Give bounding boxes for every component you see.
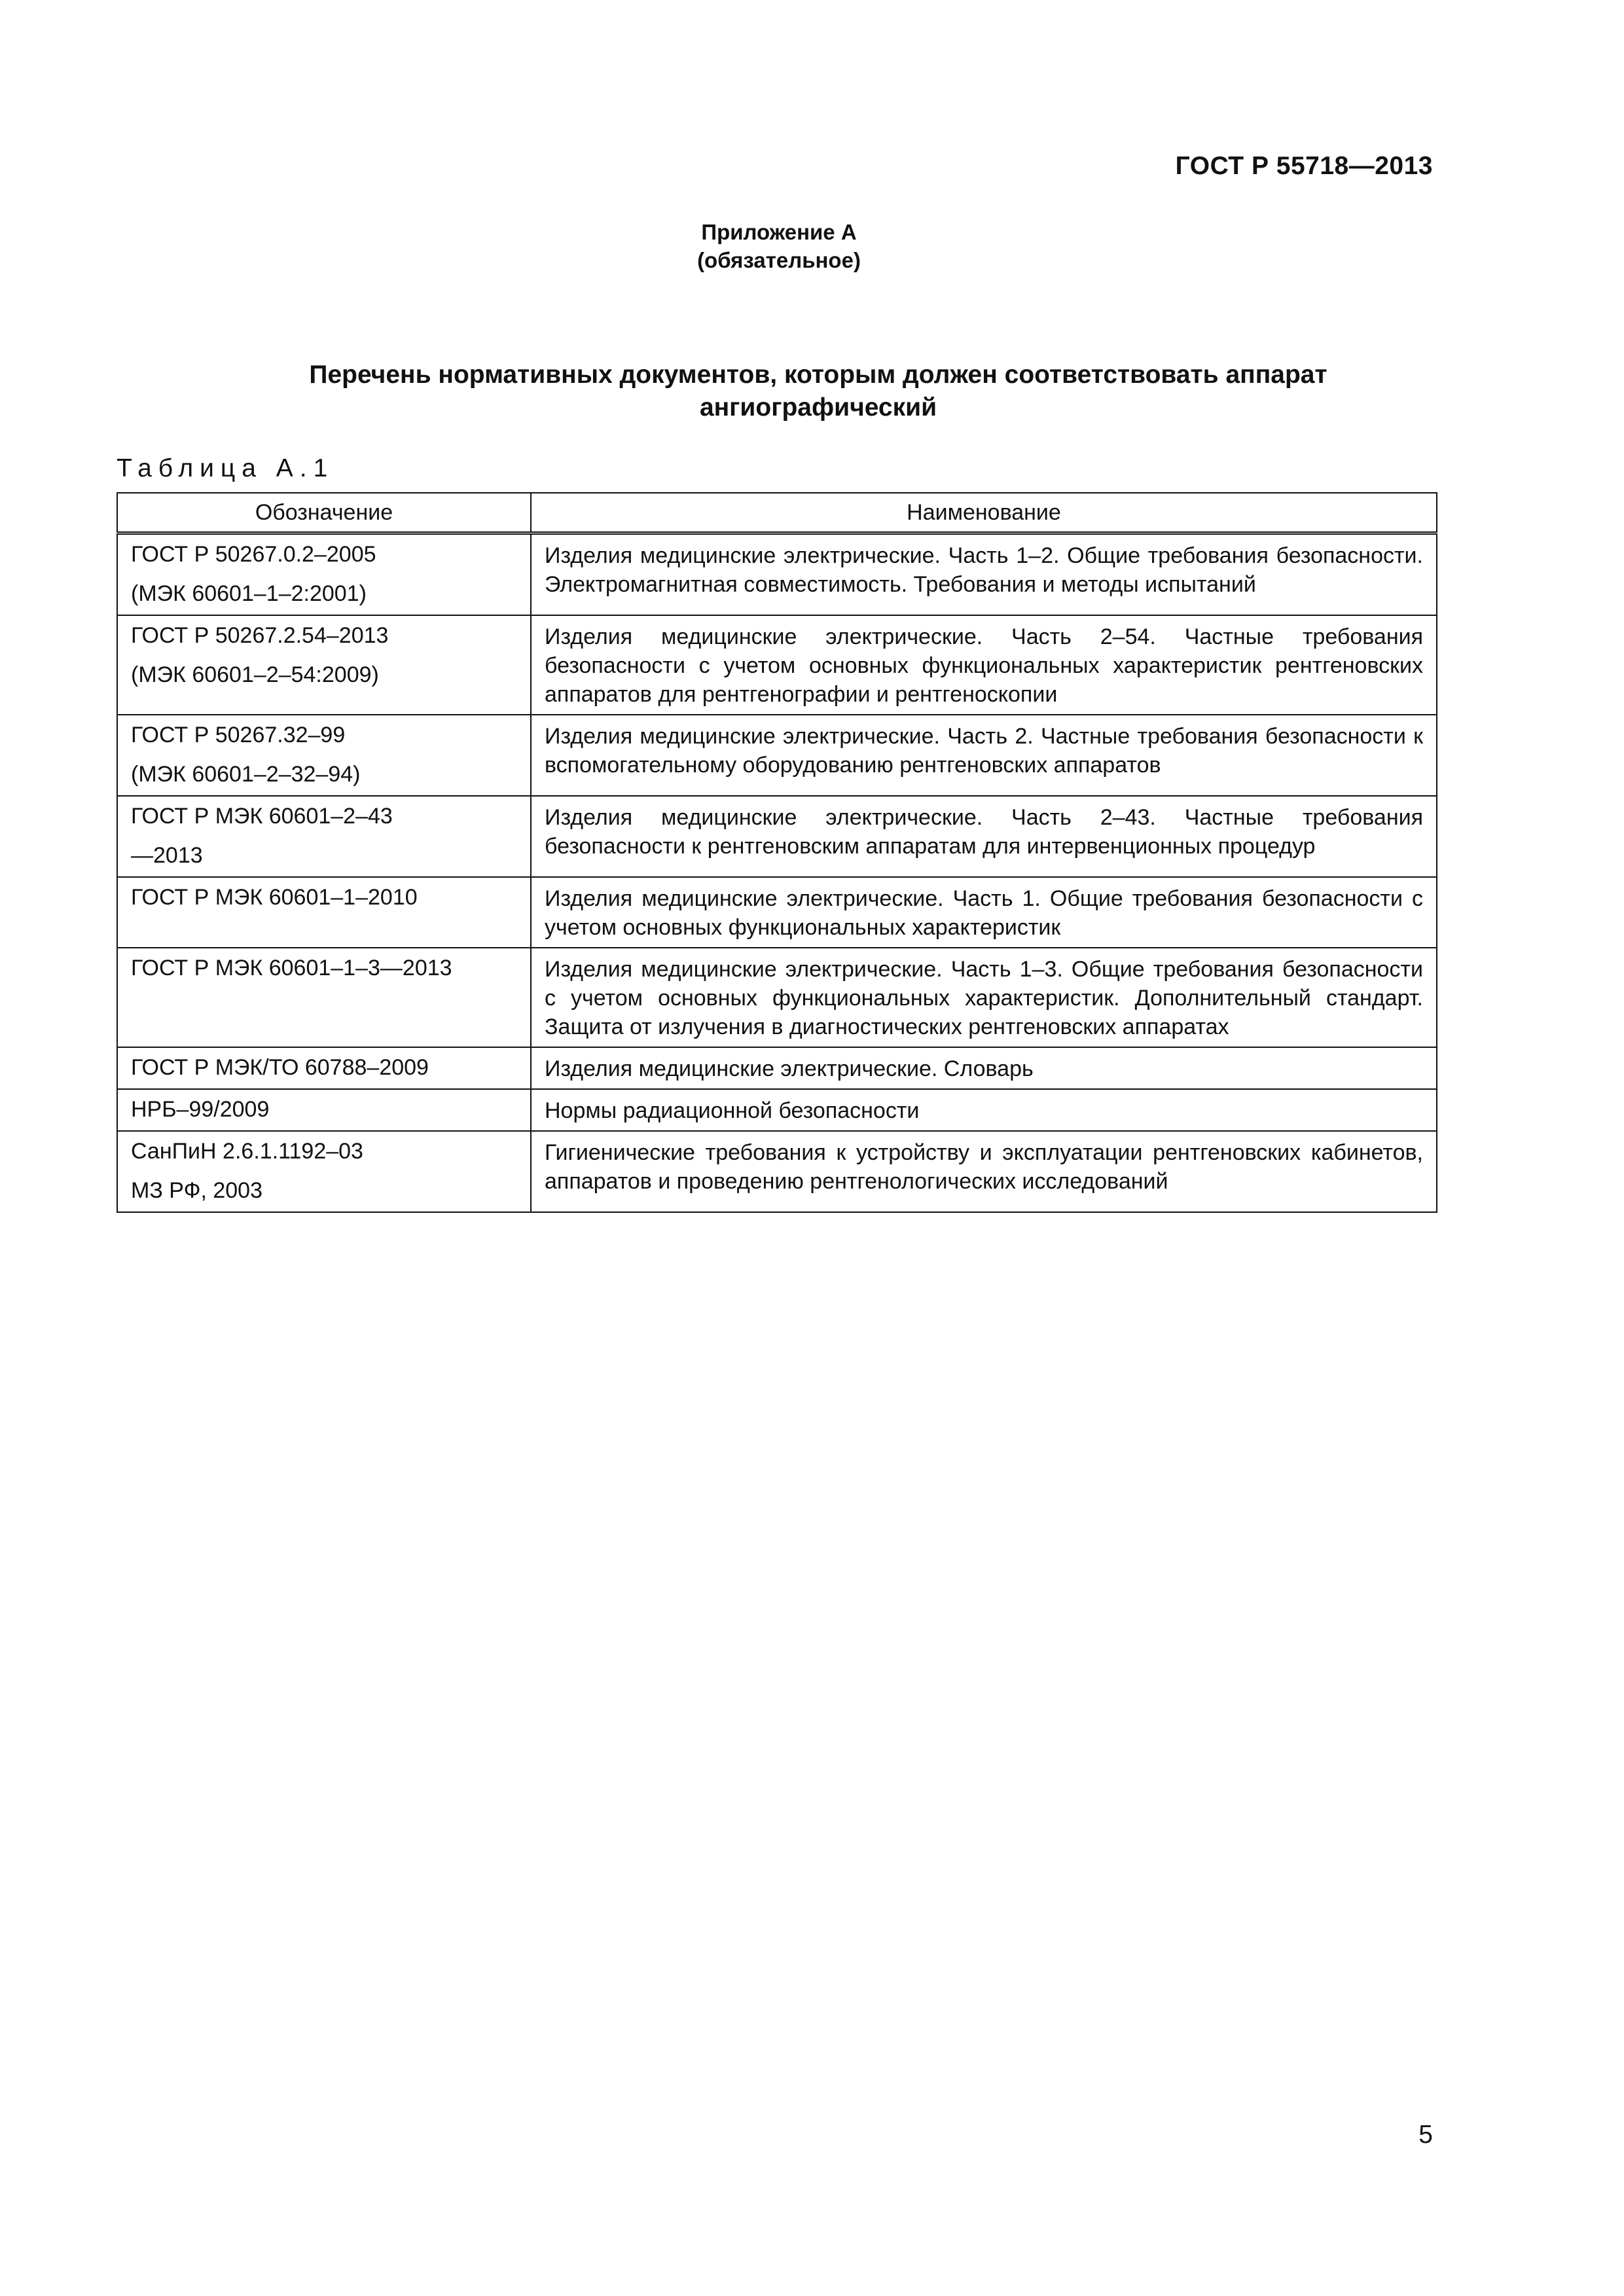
annex-status: (обязательное): [697, 248, 861, 272]
designation-line: ГОСТ Р МЭК/ТО 60788–2009: [131, 1055, 429, 1080]
designation-cell: [117, 948, 531, 1047]
designation-line: ГОСТ Р МЭК 60601–1–2010: [131, 885, 418, 910]
designation-line: ГОСТ Р 50267.32–99: [131, 723, 346, 747]
table-row: [117, 877, 1437, 948]
column-header-designation: Обозначение: [117, 493, 531, 533]
name-cell: Изделия медицинские электрические. Часть 2. Частные требования безопасности к вспомогательному оборудованию рентгеновских аппаратов: [531, 715, 1437, 796]
name-cell: Изделия медицинские электрические. Часть 1–2. Общие требования безопасности. Электромагнитная совместимость. Требования и методы испытаний: [531, 533, 1437, 616]
designation-cell: [117, 533, 531, 616]
name-cell: Изделия медицинские электрические. Часть 1. Общие требования безопасности с учетом основных функциональных характеристик: [531, 877, 1437, 948]
designation-line: СанПиН 2.6.1.1192–03: [131, 1139, 363, 1164]
table-row: [117, 948, 1437, 1047]
page-number: 5: [1418, 2121, 1433, 2149]
designation-line: —2013: [131, 843, 203, 868]
name-cell: Изделия медицинские электрические. Часть 1–3. Общие требования безопасности с учетом основных функциональных характеристик. Дополнительный стандарт. Защита от излучения в диагностических рентгеновских аппаратах: [531, 948, 1437, 1047]
designation-line: (МЭК 60601–2–54:2009): [131, 662, 379, 687]
designation-line: НРБ–99/2009: [131, 1097, 270, 1122]
column-header-name: Наименование: [531, 493, 1437, 533]
designation-line: ГОСТ Р МЭК 60601–1–3—2013: [131, 956, 452, 980]
table-row: [117, 1047, 1437, 1089]
name-cell: Гигиенические требования к устройству и эксплуатации рентгеновских кабинетов, аппаратов и проведению рентгенологических исследований: [531, 1131, 1437, 1212]
table-label: Таблица А.1: [117, 454, 334, 482]
name-cell: Изделия медицинские электрические. Словарь: [531, 1047, 1437, 1089]
annex-heading: [0, 218, 1558, 274]
table-row: [117, 1131, 1437, 1212]
designation-cell: [117, 796, 531, 877]
table-row: [117, 796, 1437, 877]
designation-cell: [117, 877, 531, 948]
designation-line: (МЭК 60601–1–2:2001): [131, 581, 367, 606]
designation-line: ГОСТ Р 50267.2.54–2013: [131, 623, 389, 648]
designation-cell: [117, 1047, 531, 1089]
table-row: [117, 533, 1437, 616]
designation-cell: [117, 615, 531, 715]
table-title-line-1: Перечень нормативных документов, которым должен соответствовать аппарат: [309, 361, 1327, 389]
designation-cell: [117, 1131, 531, 1212]
table-row: [117, 715, 1437, 796]
designation-line: ГОСТ Р 50267.0.2–2005: [131, 542, 376, 567]
normative-documents-table: [117, 492, 1437, 1213]
designation-cell: [117, 1089, 531, 1131]
designation-line: (МЭК 60601–2–32–94): [131, 762, 361, 787]
table-row: [117, 1089, 1437, 1131]
annex-title: Приложение А: [701, 220, 857, 244]
table-row: [117, 615, 1437, 715]
designation-cell: [117, 715, 531, 796]
table-title-line-2: ангиографический: [699, 393, 937, 422]
designation-line: ГОСТ Р МЭК 60601–2–43: [131, 804, 393, 829]
designation-line: МЗ РФ, 2003: [131, 1178, 262, 1203]
document-code: ГОСТ Р 55718—2013: [1175, 152, 1433, 180]
name-cell: Нормы радиационной безопасности: [531, 1089, 1437, 1131]
name-cell: Изделия медицинские электрические. Часть 2–43. Частные требования безопасности к рентгеновским аппаратам для интервенционных процедур: [531, 796, 1437, 877]
table-header-row: [117, 493, 1437, 533]
table-title: [196, 359, 1440, 424]
name-cell: Изделия медицинские электрические. Часть 2–54. Частные требования безопасности с учетом основных функциональных характеристик рентгеновских аппаратов для рентгенографии и рентгеноскопии: [531, 615, 1437, 715]
